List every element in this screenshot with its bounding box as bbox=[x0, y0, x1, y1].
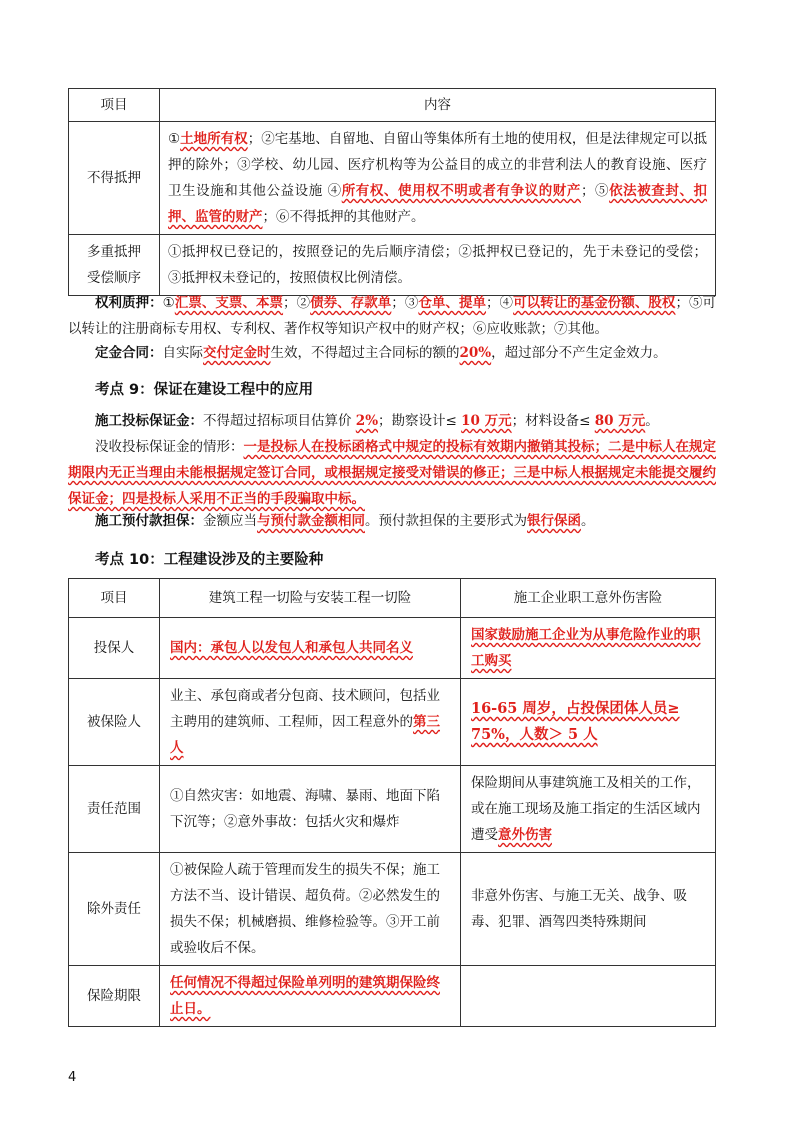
text: ；②宅基地、自留地、自留山等集体所有土地的使用权，但是法律规定可以抵押的除外；③学校、幼儿园、医疗机构等为公益目的成立的非营利法人的教育设施、医疗卫生设施和其他公益设施 ④ bbox=[168, 131, 708, 199]
row-label-policyholder: 投保人 bbox=[69, 618, 160, 679]
label-line: 多重抵押 bbox=[87, 244, 141, 260]
label: 施工预付款担保： bbox=[95, 513, 203, 529]
highlight: 2% bbox=[355, 413, 379, 429]
text: ；勘察设计≤ bbox=[378, 413, 462, 429]
highlight: 意外伤害 bbox=[498, 827, 552, 843]
text: ① bbox=[162, 295, 175, 311]
row-content-no-mortgage bbox=[160, 122, 716, 235]
highlight: 交付定金时 bbox=[203, 345, 271, 361]
text: 。 bbox=[581, 513, 595, 529]
text: ① bbox=[168, 131, 181, 147]
cell-insured-accident bbox=[461, 679, 716, 766]
highlight: 依法被查封、扣押、监管的财产 bbox=[168, 183, 708, 225]
highlight: 国家鼓励施工企业为从事危险作业的职工购买 bbox=[471, 627, 701, 669]
highlight: 土地所有权 bbox=[180, 131, 248, 147]
table-row bbox=[69, 618, 716, 679]
row-label-exclusions: 除外责任 bbox=[69, 853, 160, 966]
text: 保险期间从事建筑施工及相关的工作，或在施工现场及施工指定的生活区域内遭受 bbox=[471, 775, 701, 843]
pledge-paragraph bbox=[68, 290, 716, 342]
cell-period-construction bbox=[160, 966, 461, 1027]
header-content: 内容 bbox=[160, 89, 716, 122]
highlight: 10 万元 bbox=[461, 413, 512, 429]
cell-policyholder-construction bbox=[160, 618, 461, 679]
cell-exclusions-construction: ①被保险人疏于管理而发生的损失不保；施工方法不当、设计错误、超负荷。②必然发生的损失不保；机械磨损、维修检验等。③开工前或验收后不保。 bbox=[160, 853, 461, 966]
highlight: 债券、存款单 bbox=[310, 295, 392, 311]
text: 自实际 bbox=[162, 345, 203, 361]
header-accident-insurance: 施工企业职工意外伤害险 bbox=[461, 579, 716, 618]
highlight: 20% bbox=[459, 345, 492, 361]
header-item: 项目 bbox=[69, 89, 160, 122]
row-label-period: 保险期限 bbox=[69, 966, 160, 1027]
highlight: 与预付款金额相同 bbox=[257, 513, 365, 529]
deposit-paragraph bbox=[68, 340, 716, 366]
header-construction-insurance: 建筑工程一切险与安装工程一切险 bbox=[160, 579, 461, 618]
text: 。 bbox=[645, 413, 659, 429]
label: 权利质押： bbox=[95, 295, 163, 311]
text: ；⑥不得抵押的其他财产。 bbox=[262, 209, 425, 225]
bid-bond-paragraph bbox=[68, 408, 716, 434]
text: 没收投标保证金的情形： bbox=[95, 439, 244, 455]
table-header-row bbox=[69, 89, 716, 122]
heading-point-10: 考点 10：工程建设涉及的主要险种 bbox=[95, 552, 324, 568]
page-number: 4 bbox=[68, 1070, 77, 1085]
highlight: 可以转让的基金份额、股权 bbox=[513, 295, 676, 311]
cell-scope-construction: ①自然灾害：如地震、海啸、暴雨、地面下陷下沉等；②意外事故：包括火灾和爆炸 bbox=[160, 766, 461, 853]
label: 施工投标保证金： bbox=[95, 413, 203, 429]
cell-insured-construction bbox=[160, 679, 461, 766]
cell-exclusions-accident: 非意外伤害、与施工无关、战争、吸毒、犯罪、酒驾四类特殊期间 bbox=[461, 853, 716, 966]
forfeit-paragraph bbox=[68, 434, 716, 512]
table-row bbox=[69, 122, 716, 235]
highlight: 国内：承包人以发包人和承包人共同名义 bbox=[170, 640, 413, 656]
label: 定金合同： bbox=[95, 345, 163, 361]
highlight: 任何情况不得超过保险单列明的建筑期保险终止日。 bbox=[170, 975, 440, 1017]
row-label-multi-mortgage bbox=[69, 235, 160, 296]
text: ；④ bbox=[486, 295, 514, 311]
highlight: 所有权、使用权不明或者有争议的财产 bbox=[341, 183, 581, 199]
heading-point-9: 考点 9：保证在建设工程中的应用 bbox=[95, 382, 314, 398]
text: 不得超过招标项目估算价 bbox=[203, 413, 356, 429]
highlight: 16-65 周岁，占投保团体人员≥ 75%，人数＞ 5 人 bbox=[471, 700, 680, 743]
insurance-table bbox=[68, 578, 716, 1027]
cell-scope-accident bbox=[461, 766, 716, 853]
text: ；⑤ bbox=[580, 183, 610, 199]
text: ；② bbox=[283, 295, 311, 311]
cell-policyholder-accident bbox=[461, 618, 716, 679]
table-row bbox=[69, 966, 716, 1027]
text: 。预付款担保的主要形式为 bbox=[365, 513, 527, 529]
text: 业主、承包商或者分包商、技术顾问，包括业主聘用的建筑师、工程师，因工程意外的 bbox=[170, 688, 440, 730]
highlight: 汇票、支票、本票 bbox=[174, 295, 284, 311]
highlight: 第三人 bbox=[170, 714, 440, 756]
table-header-row bbox=[69, 579, 716, 618]
advance-payment-paragraph bbox=[68, 508, 716, 534]
label-line: 受偿顺序 bbox=[87, 270, 141, 286]
highlight: 80 万元 bbox=[594, 413, 646, 429]
cell-period-accident bbox=[461, 966, 716, 1027]
table-row bbox=[69, 679, 716, 766]
table-row bbox=[69, 235, 716, 296]
highlight: 银行保函 bbox=[527, 513, 581, 529]
row-content-multi-mortgage: ①抵押权已登记的，按照登记的先后顺序清偿；②抵押权已登记的，先于未登记的受偿；③抵押权未登记的，按照债权比例清偿。 bbox=[160, 235, 716, 296]
table-row bbox=[69, 853, 716, 966]
text: ；⑤可以转让的注册商标专用权、专利权、著作权等知识产权中的财产权；⑥应收账款；⑦其他。 bbox=[68, 295, 717, 337]
text: ；③ bbox=[391, 295, 419, 311]
highlight: 仓单、提单 bbox=[418, 295, 487, 311]
row-label-scope: 责任范围 bbox=[69, 766, 160, 853]
text: 生效，不得超过主合同标的额的 bbox=[270, 345, 460, 361]
row-label-no-mortgage: 不得抵押 bbox=[69, 122, 160, 235]
header-item: 项目 bbox=[69, 579, 160, 618]
text: ；材料设备≤ bbox=[511, 413, 595, 429]
text: ，超过部分不产生定金效力。 bbox=[491, 345, 667, 361]
highlight: 一是投标人在投标函格式中规定的投标有效期内撤销其投标；二是中标人在规定期限内无正当理由未能根据规定签订合同，或根据规定接受对错误的修正；三是中标人根据规定未能提交履约保证金；四是投标人采用不正当的手段骗取中标。 bbox=[68, 439, 716, 507]
text: 金额应当 bbox=[203, 513, 257, 529]
row-label-insured: 被保险人 bbox=[69, 679, 160, 766]
mortgage-table bbox=[68, 88, 716, 296]
table-row bbox=[69, 766, 716, 853]
